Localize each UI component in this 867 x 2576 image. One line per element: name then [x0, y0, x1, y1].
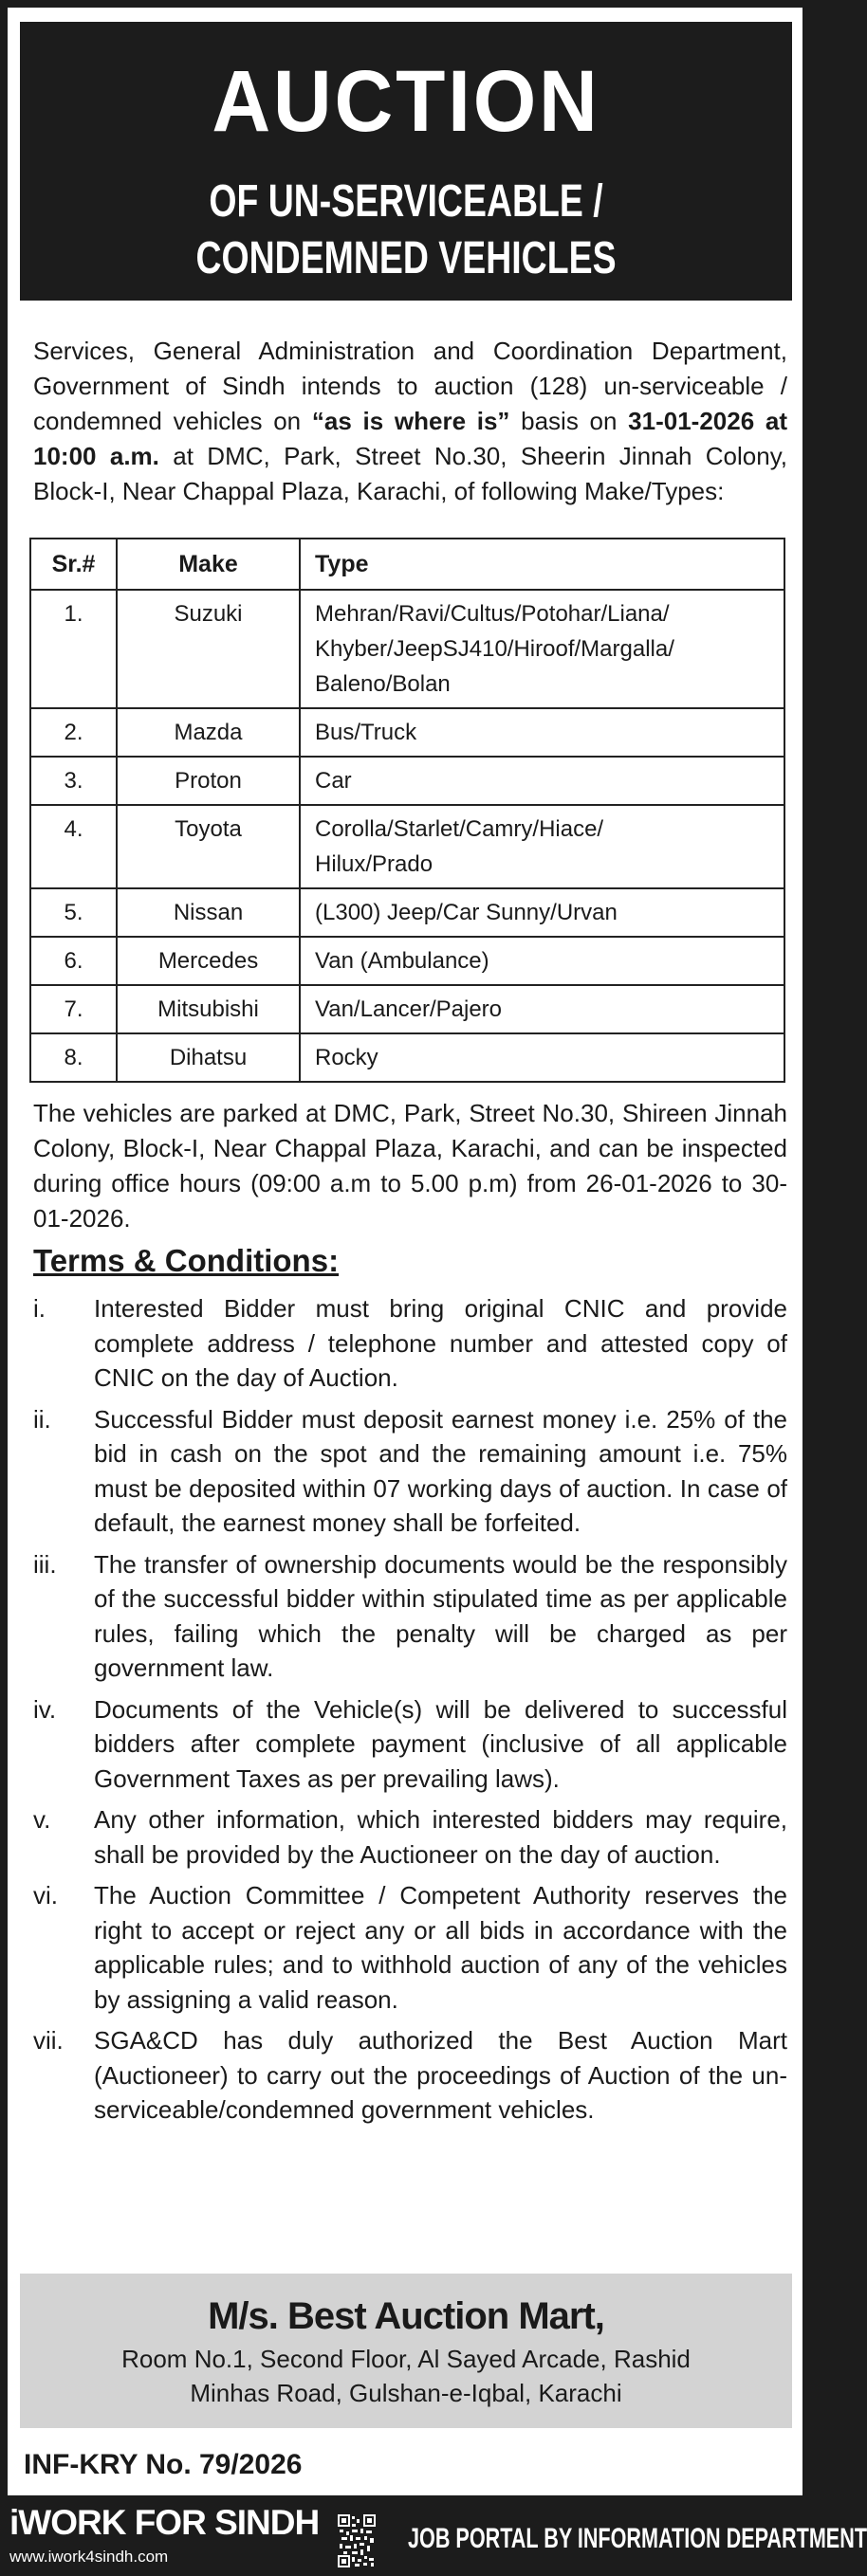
- cell-type: [300, 937, 784, 985]
- type-line: Corolla/Starlet/Camry/Hiace/: [315, 816, 604, 842]
- auctioneer-name: M/s. Best Auction Mart,: [208, 2295, 604, 2337]
- cell-make: Mercedes: [117, 937, 300, 985]
- cell-make: Suzuki: [117, 590, 300, 708]
- table-row: [30, 590, 784, 708]
- table-row: [30, 1033, 784, 1082]
- term-item: [33, 1692, 787, 1797]
- term-text: SGA&CD has duly authorized the Best Auction Mart (Auctioneer) to carry out the proceedings of Auction of the un-serviceable/condemned government vehicles.: [94, 2026, 787, 2124]
- auctioneer-box: [20, 2274, 792, 2428]
- cell-sr: 6.: [30, 937, 117, 985]
- type-line: Van (Ambulance): [315, 948, 489, 974]
- page-title: AUCTION: [212, 53, 600, 150]
- cell-sr: 3.: [30, 757, 117, 805]
- parked-paragraph: The vehicles are parked at DMC, Park, Street No.30, Shireen Jinnah Colony, Block-I, Near Chappal Plaza, Karachi, and can be inspected during office hours (09:00 a.m to 5.00 p.m) from 26-01-2026 to 30-01-2026.: [33, 1099, 787, 1233]
- intro-text-2: basis on: [509, 407, 629, 435]
- qr-code-icon: [338, 2514, 376, 2567]
- intro-bold-datetime: 31-01-2026 at 10:00 a.m.: [33, 407, 787, 470]
- term-text: The Auction Committee / Competent Authority reserves the right to accept or reject any or all bids in accordance with the applicable rules; and to withhold auction of any of the vehicles by assigning a valid reason.: [94, 1881, 787, 2014]
- intro-text-1: Services, General Administration and Coordination Department, Government of Sindh intends to auction (128) un-serviceable / condemned vehicles on: [33, 337, 787, 435]
- cell-sr: 4.: [30, 805, 117, 888]
- table-header-row: [30, 539, 784, 590]
- type-line: Mehran/Ravi/Cultus/Potohar/Liana/: [315, 601, 670, 627]
- type-line: Bus/Truck: [315, 720, 417, 745]
- cell-sr: 2.: [30, 708, 117, 757]
- cell-type: [300, 985, 784, 1033]
- term-item: [33, 1291, 787, 1396]
- logo-text: WORK FOR SINDH: [18, 2503, 320, 2542]
- table-body: [30, 590, 784, 1082]
- term-number: iv.: [33, 1694, 57, 1724]
- logo-i-letter: i: [9, 2503, 19, 2542]
- table-row: [30, 937, 784, 985]
- subtitle-line-2: CONDEMNED VEHICLES: [195, 233, 617, 283]
- term-text: Any other information, which interested bidders may require, shall be provided by the Auctioneer on the day of auction.: [94, 1805, 787, 1869]
- header-banner: [20, 22, 792, 301]
- address-line-2: Minhas Road, Gulshan-e-Iqbal, Karachi: [190, 2379, 622, 2407]
- intro-paragraph: [33, 334, 787, 509]
- type-line: Hilux/Prado: [315, 851, 434, 877]
- term-text: Interested Bidder must bring original CNIC and provide complete address / telephone number and attested copy of CNIC on the day of Auction.: [94, 1294, 787, 1392]
- type-line: Rocky: [315, 1045, 378, 1070]
- term-number: ii.: [33, 1404, 51, 1434]
- cell-make: Toyota: [117, 805, 300, 888]
- term-item: [33, 1802, 787, 1872]
- term-number: iii.: [33, 1549, 57, 1579]
- auctioneer-address: [20, 2342, 792, 2410]
- term-number: vii.: [33, 2026, 64, 2055]
- term-item: [33, 1402, 787, 1541]
- term-text: Documents of the Vehicle(s) will be delivered to successful bidders after complete payment (inclusive of all applicable Government Taxes as per prevailing laws).: [94, 1694, 787, 1793]
- cell-type: [300, 888, 784, 937]
- term-item: [33, 2023, 787, 2128]
- cell-make: Proton: [117, 757, 300, 805]
- col-header-type: Type: [300, 539, 784, 590]
- table-row: [30, 985, 784, 1033]
- term-text: Successful Bidder must deposit earnest money i.e. 25% of the bid in cash on the spot and the remaining amount i.e. 75% must be deposited within 07 working days of auction. In case of default, the earnest money shall be forfeited.: [94, 1404, 787, 1537]
- cell-make: Mazda: [117, 708, 300, 757]
- type-line: Khyber/JeepSJ410/Hiroof/Margalla/: [315, 636, 674, 662]
- table-row: [30, 805, 784, 888]
- address-line-1: Room No.1, Second Floor, Al Sayed Arcade, Rashid: [121, 2345, 691, 2373]
- cell-type: [300, 757, 784, 805]
- cell-type: [300, 708, 784, 757]
- table-row: [30, 888, 784, 937]
- reference-number: INF-KRY No. 79/2026: [24, 2449, 303, 2480]
- term-number: i.: [33, 1294, 46, 1323]
- term-item: [33, 1878, 787, 2017]
- subtitle-line-1: OF UN-SERVICEABLE /: [209, 176, 603, 227]
- notice-page: [8, 8, 802, 2495]
- terms-list: [33, 1291, 787, 2134]
- cell-sr: 5.: [30, 888, 117, 937]
- type-line: Car: [315, 768, 352, 794]
- footer-bar: [0, 2495, 867, 2576]
- vehicle-table: [29, 538, 785, 1083]
- term-item: [33, 1547, 787, 1686]
- table-row: [30, 708, 784, 757]
- term-text: The transfer of ownership documents would be the responsibly of the successful bidder within stipulated time as per applicable rules, failing which the penalty will be charged as per government law.: [94, 1549, 787, 1682]
- type-line: Van/Lancer/Pajero: [315, 996, 503, 1022]
- col-header-sr: Sr.#: [30, 539, 117, 590]
- cell-make: Nissan: [117, 888, 300, 937]
- terms-heading: Terms & Conditions:: [33, 1243, 340, 1278]
- type-line: (L300) Jeep/Car Sunny/Urvan: [315, 900, 618, 925]
- portal-tagline: JOB PORTAL BY INFORMATION DEPARTMENT: [408, 2523, 867, 2554]
- iwork-logo: [9, 2499, 319, 2547]
- cell-make: Mitsubishi: [117, 985, 300, 1033]
- cell-type: [300, 1033, 784, 1082]
- type-line: Baleno/Bolan: [315, 671, 451, 697]
- term-number: vi.: [33, 1881, 58, 1909]
- table-row: [30, 757, 784, 805]
- website-link[interactable]: www.iwork4sindh.com: [9, 2548, 169, 2566]
- intro-text-3: at DMC, Park, Street No.30, Sheerin Jinnah Colony, Block-I, Near Chappal Plaza, Karachi, of following Make/Types:: [33, 442, 787, 505]
- term-number: v.: [33, 1805, 51, 1834]
- cell-sr: 7.: [30, 985, 117, 1033]
- cell-type: [300, 590, 784, 708]
- cell-sr: 8.: [30, 1033, 117, 1082]
- intro-bold-basis: “as is where is”: [311, 407, 510, 435]
- col-header-make: Make: [117, 539, 300, 590]
- cell-make: Dihatsu: [117, 1033, 300, 1082]
- cell-type: [300, 805, 784, 888]
- cell-sr: 1.: [30, 590, 117, 708]
